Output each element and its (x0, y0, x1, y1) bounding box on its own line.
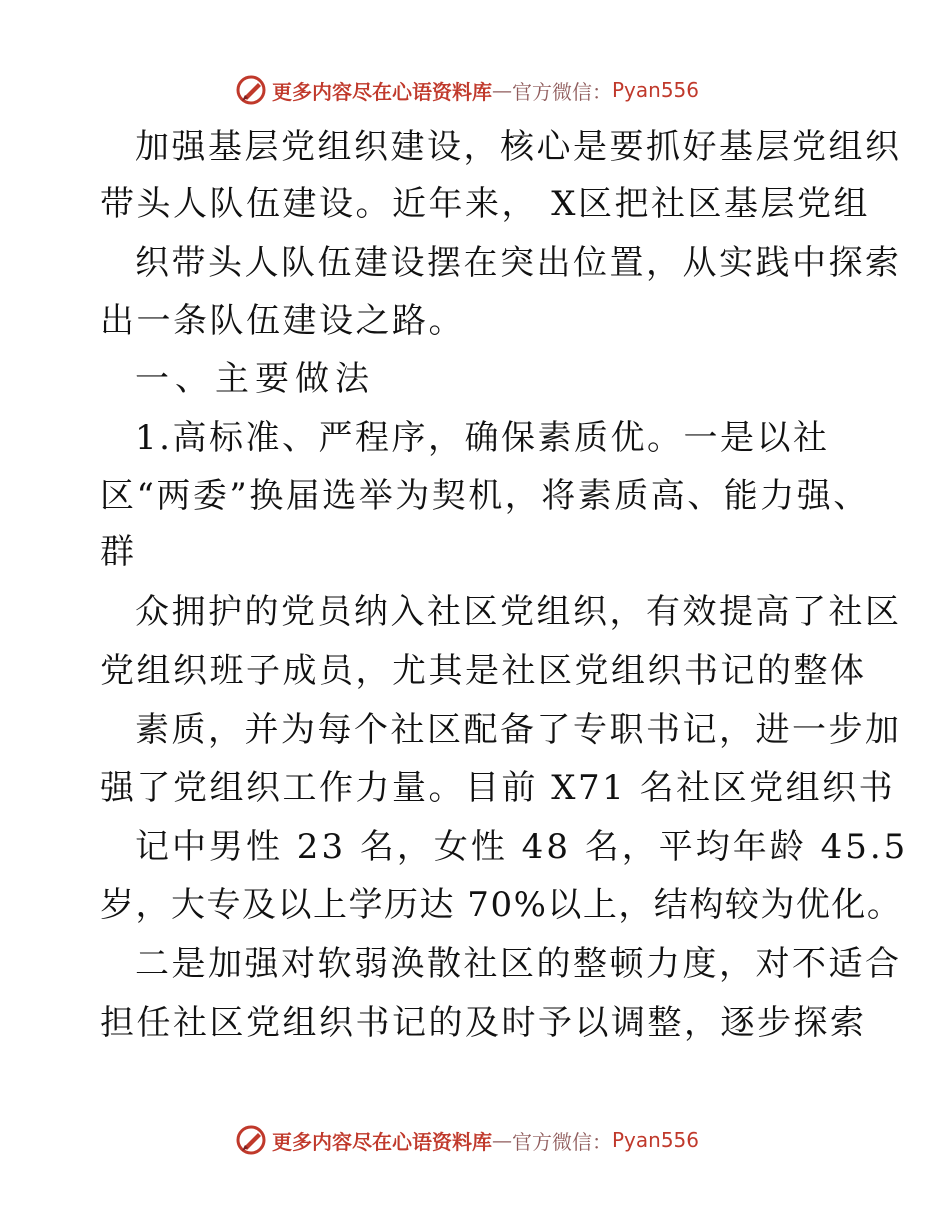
text-line: 出一条队伍建设之路。 (100, 301, 465, 341)
banner-wechat-label: 官方微信： (512, 1129, 612, 1154)
text-line: 区“两委”换届选举为契机，将素质高、能力强、 (100, 476, 870, 516)
pen-logo-icon (234, 1123, 268, 1157)
header-banner (234, 72, 699, 108)
banner-dash: — (492, 78, 512, 102)
banner-dash: — (492, 1128, 512, 1152)
text-line: 记中男性 23 名，女性 48 名，平均年龄 45.5 (135, 827, 909, 867)
text-line: 1.高标准、严程序，确保素质优。一是以社 (135, 418, 830, 458)
text-line: 带头人队伍建设。近年来， X区把社区基层党组 (100, 184, 871, 224)
text-line: 织带头人队伍建设摆在突出位置，从实践中探索 (135, 243, 902, 283)
text-line: 岁，大专及以上学历达 70%以上，结构较为优化。 (100, 885, 903, 925)
text-line: 二是加强对软弱涣散社区的整顿力度，对不适合 (135, 944, 902, 984)
section-heading: 一、主要做法 (135, 359, 375, 399)
pen-logo-icon (234, 73, 268, 107)
footer-banner (234, 1122, 699, 1158)
text-line: 强了党组织工作力量。目前 X71 名社区党组织书 (100, 768, 896, 808)
text-line: 加强基层党组织建设，核心是要抓好基层党组织 (135, 127, 902, 167)
banner-wechat-id: Pyan556 (612, 1128, 700, 1152)
banner-site-name: 更多内容尽在心语资料库 (272, 1129, 492, 1154)
text-line: 众拥护的党员纳入社区党组织，有效提高了社区 (135, 592, 902, 632)
banner-wechat-id: Pyan556 (612, 78, 700, 102)
text-line: 担任社区党组织书记的及时予以调整，逐步探索 (100, 1003, 867, 1043)
banner-site-name: 更多内容尽在心语资料库 (272, 79, 492, 104)
text-line: 群 (100, 532, 134, 572)
banner-wechat-label: 官方微信： (512, 79, 612, 104)
text-line: 素质，并为每个社区配备了专职书记，进一步加 (135, 710, 902, 750)
text-line: 党组织班子成员，尤其是社区党组织书记的整体 (100, 651, 867, 691)
